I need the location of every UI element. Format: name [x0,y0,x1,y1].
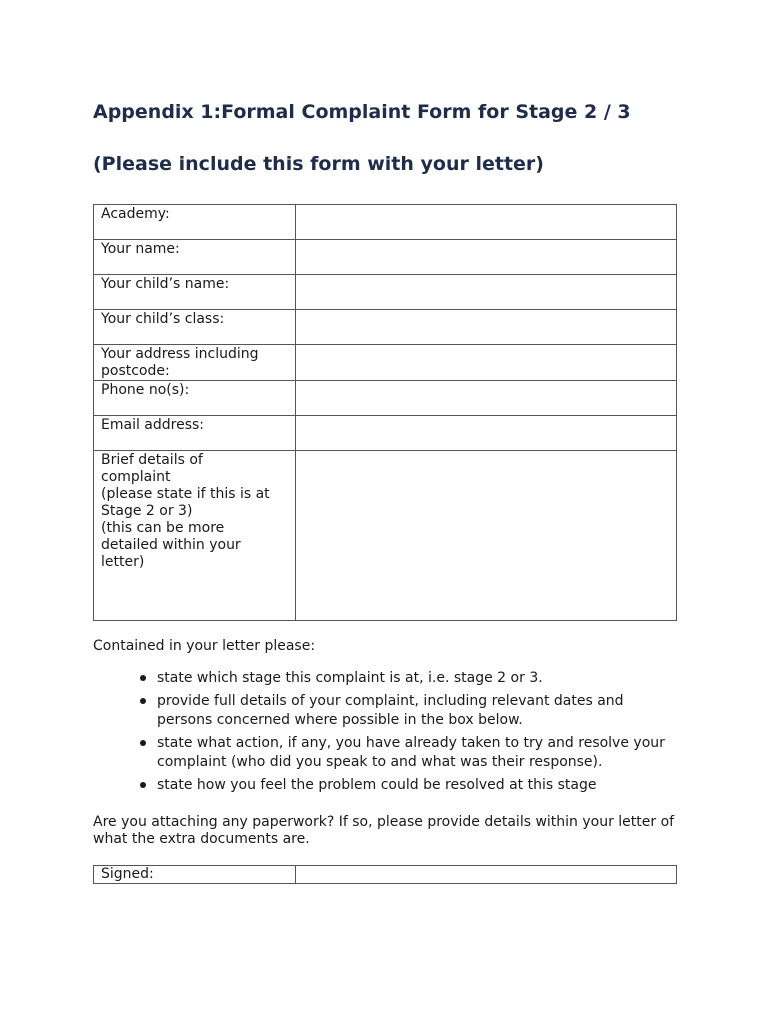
form-row-child-name [94,275,677,310]
address-label: Your address including postcode: [94,345,296,381]
academy-field[interactable] [296,205,677,240]
bullet-icon [140,698,146,704]
instructions-intro: Contained in your letter please: [93,638,316,654]
list-item-text: state how you feel the problem could be resolved at this stage [157,776,597,793]
signed-label: Signed: [94,866,296,884]
document-page [93,100,677,884]
child-name-label: Your child’s name: [94,275,296,310]
bullet-icon [140,740,146,746]
email-label: Email address: [94,416,296,451]
complaint-form-table [93,204,677,621]
list-item [137,692,677,731]
list-item-text: state which stage this complaint is at, i.e. stage 2 or 3. [157,670,543,686]
page-title: Appendix 1:Formal Complaint Form for Stage 2 / 3 [93,101,631,123]
academy-label: Academy: [94,205,296,240]
list-item [137,776,677,796]
form-row-child-class [94,310,677,345]
signature-table [93,865,677,884]
form-row-phone [94,381,677,416]
paperwork-question: Are you attaching any paperwork? If so, please provide details within your letter of what the extra documents are. [93,814,675,847]
bullet-icon [140,782,146,788]
form-row-address [94,345,677,381]
complaint-details-field[interactable] [296,451,677,621]
email-field[interactable] [296,416,677,451]
form-row-complaint-details [94,451,677,621]
list-item-text: state what action, if any, you have already taken to try and resolve your complaint (who did you speak to and what was their response). [157,734,665,770]
phone-label: Phone no(s): [94,381,296,416]
bullet-icon [140,675,146,681]
instructions-list [93,669,677,795]
form-row-academy [94,205,677,240]
page-subtitle: (Please include this form with your letter) [93,153,544,175]
signature-row [94,866,677,884]
list-item-text: provide full details of your complaint, including relevant dates and persons concerned where possible in the box below. [157,692,624,728]
complaint-details-label: Brief details of complaint (please state if this is at Stage 2 or 3) (this can be more detailed within your letter) [94,451,296,621]
your-name-field[interactable] [296,240,677,275]
form-row-your-name [94,240,677,275]
signature-field[interactable] [296,866,677,884]
address-field[interactable] [296,345,677,381]
list-item [137,669,677,689]
form-row-email [94,416,677,451]
phone-field[interactable] [296,381,677,416]
your-name-label: Your name: [94,240,296,275]
child-class-field[interactable] [296,310,677,345]
child-class-label: Your child’s class: [94,310,296,345]
list-item [137,734,677,773]
child-name-field[interactable] [296,275,677,310]
